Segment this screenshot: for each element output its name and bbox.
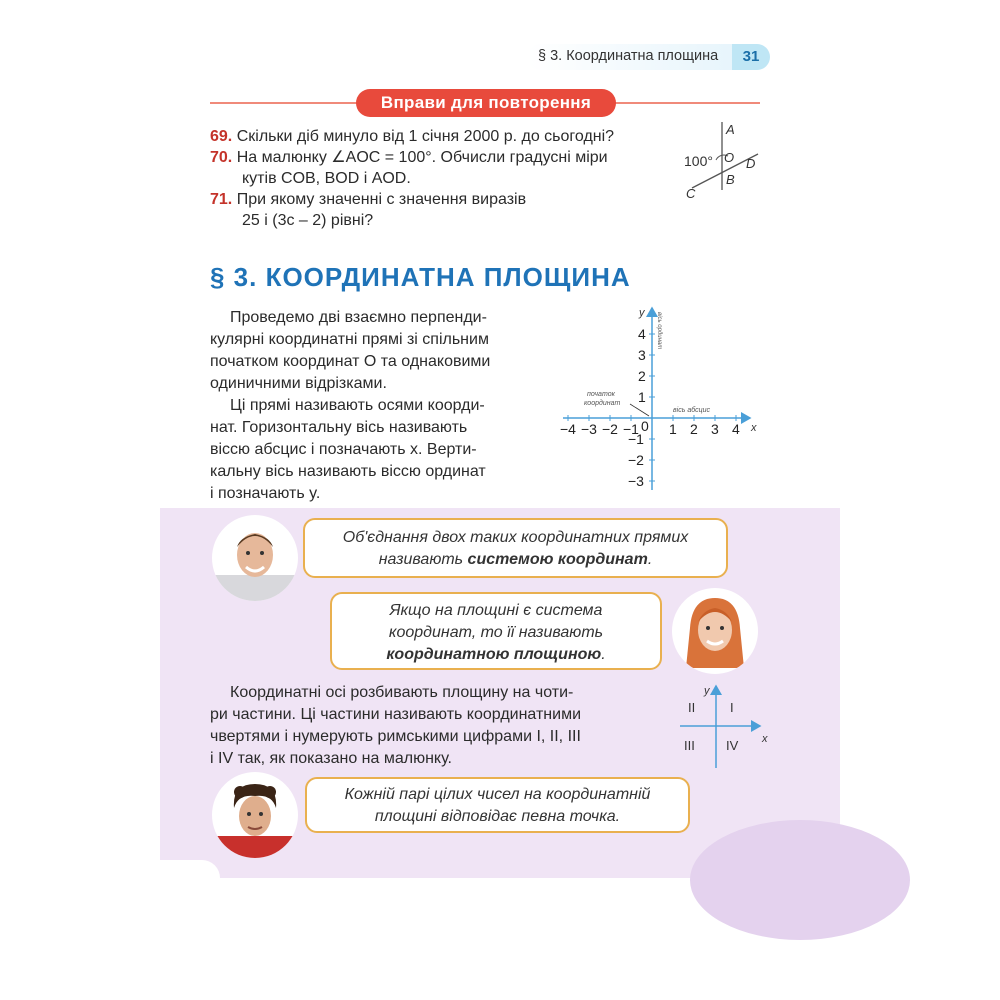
x-tick-label: 1 <box>669 421 677 437</box>
speech-bubble-2 <box>330 592 662 670</box>
x-axis-note: вісь абсцис <box>673 407 711 414</box>
bubble-2-line-2: координат, то її називають <box>388 624 604 641</box>
quarters-line-4: і IV так, як показано на малюнку. <box>210 750 452 767</box>
bubble-1-text: називають <box>378 551 468 568</box>
x-tick-label: 3 <box>711 421 719 437</box>
point-o: O <box>724 150 735 165</box>
quarters-line-3: чвертями і нумерують римськими цифрами I, II, III <box>210 728 581 745</box>
speech-bubble-1 <box>303 518 728 578</box>
exercise-70 <box>210 147 680 168</box>
band-decoration <box>690 820 910 940</box>
quarter-iv: IV <box>726 738 739 753</box>
angle-value: 100° <box>684 153 713 169</box>
y-tick-label: 4 <box>638 326 646 342</box>
exercises-title: Вправи для повторення <box>356 89 616 117</box>
y-axis-label: y <box>639 307 645 319</box>
y-tick-label: 1 <box>638 389 646 405</box>
origin-pointer <box>630 404 649 416</box>
exercise-number: 70. <box>210 149 233 166</box>
origin-label: 0 <box>641 418 649 434</box>
axes-line-3: віссю абсцис і позначають x. Верти- <box>210 441 477 458</box>
quarters-figure <box>678 680 768 770</box>
origin-note-2: координат <box>584 400 621 407</box>
exercise-text: Скільки діб минуло від 1 січня 2000 р. до сьогодні? <box>236 128 615 145</box>
intro-line-3: початком координат O та однаковими <box>210 353 491 370</box>
quarters-line-1: Координатні осі розбивають площину на чоти- <box>230 684 574 701</box>
axis-ticks <box>560 326 740 489</box>
quarters-y-label: y <box>704 685 710 697</box>
bubble-1-line-2 <box>305 549 726 571</box>
point-c: C <box>686 186 696 201</box>
axes-line-4: кальну вісь називають віссю ординат <box>210 463 486 480</box>
exercise-71 <box>210 189 680 210</box>
exercise-69 <box>210 126 680 147</box>
page-number: 31 <box>732 44 770 70</box>
y-axis-note: вісь ординат <box>656 312 662 350</box>
y-tick-label: −3 <box>628 473 644 489</box>
point-a: A <box>726 122 735 137</box>
axes-line-2: нат. Горизонтальну вісь називають <box>210 419 468 436</box>
quarters-line-2: ри частини. Ці частини називають координатними <box>210 706 582 723</box>
x-tick-label: −3 <box>581 421 597 437</box>
y-tick-label: 2 <box>638 368 646 384</box>
y-tick-label: −2 <box>628 452 644 468</box>
bubble-1-period: . <box>647 551 653 568</box>
x-tick-label: 2 <box>690 421 698 437</box>
avatar-curly-boy <box>212 772 298 858</box>
exercise-71-line2: 25 і (3c – 2) рівні? <box>242 212 374 229</box>
bubble-2-line-3 <box>332 644 660 666</box>
angle-figure <box>680 118 770 202</box>
intro-line-1: Проведемо дві взаємно перпенди- <box>230 309 487 326</box>
point-d: D <box>746 156 756 171</box>
quarters-x-label: x <box>762 733 768 745</box>
x-tick-label: 4 <box>732 421 740 437</box>
y-tick-label: 3 <box>638 347 646 363</box>
y-tick-label: −1 <box>628 431 644 447</box>
avatar-boy <box>212 515 298 601</box>
intro-line-4: одиничними відрізками. <box>210 375 387 392</box>
bubble-3-line-1: Кожній парі цілих чисел на координатній <box>344 786 651 803</box>
band-corner <box>160 860 220 878</box>
x-axis-label: x <box>751 422 757 434</box>
quarter-iii: III <box>684 738 695 753</box>
intro-line-2: кулярні координатні прямі зі спільним <box>210 331 489 348</box>
exercise-number: 71. <box>210 191 233 208</box>
bubble-2-line-1: Якщо на площині є система <box>389 602 603 619</box>
quarter-ii: II <box>688 700 696 715</box>
avatar-girl <box>672 588 758 674</box>
bubble-3-line-2: площині відповідає певна точка. <box>374 808 621 825</box>
coordinate-axes-figure <box>555 300 760 495</box>
exercise-70-line2: кутів COB, BOD і AOD. <box>242 170 411 187</box>
x-tick-label: −1 <box>623 421 639 437</box>
axes-line-5: і позначають y. <box>210 485 321 502</box>
running-title: § 3. Координатна площина <box>538 48 719 64</box>
exercise-text: На малюнку ∠AOC = 100°. Обчисли градусні міри <box>236 149 608 166</box>
x-tick-label: −4 <box>560 421 576 437</box>
term-coordinate-plane: координатною площиною <box>386 646 602 663</box>
exercise-number: 69. <box>210 128 233 145</box>
origin-note-1: початок <box>587 391 615 398</box>
speech-bubble-3 <box>305 777 690 833</box>
axes-line-1: Ці прямі називають осями коорди- <box>230 397 485 414</box>
term-coordinate-system: системою координат <box>467 551 648 568</box>
point-b: B <box>726 172 735 187</box>
exercise-text: При якому значенні c значення виразів <box>236 191 527 208</box>
bubble-2-period: . <box>601 646 606 663</box>
x-tick-label: −2 <box>602 421 618 437</box>
quarter-i: I <box>730 700 734 715</box>
section-title: § 3. КООРДИНАТНА ПЛОЩИНА <box>210 262 631 292</box>
bubble-1-line-1: Об'єднання двох таких координатних прямих <box>342 529 689 546</box>
